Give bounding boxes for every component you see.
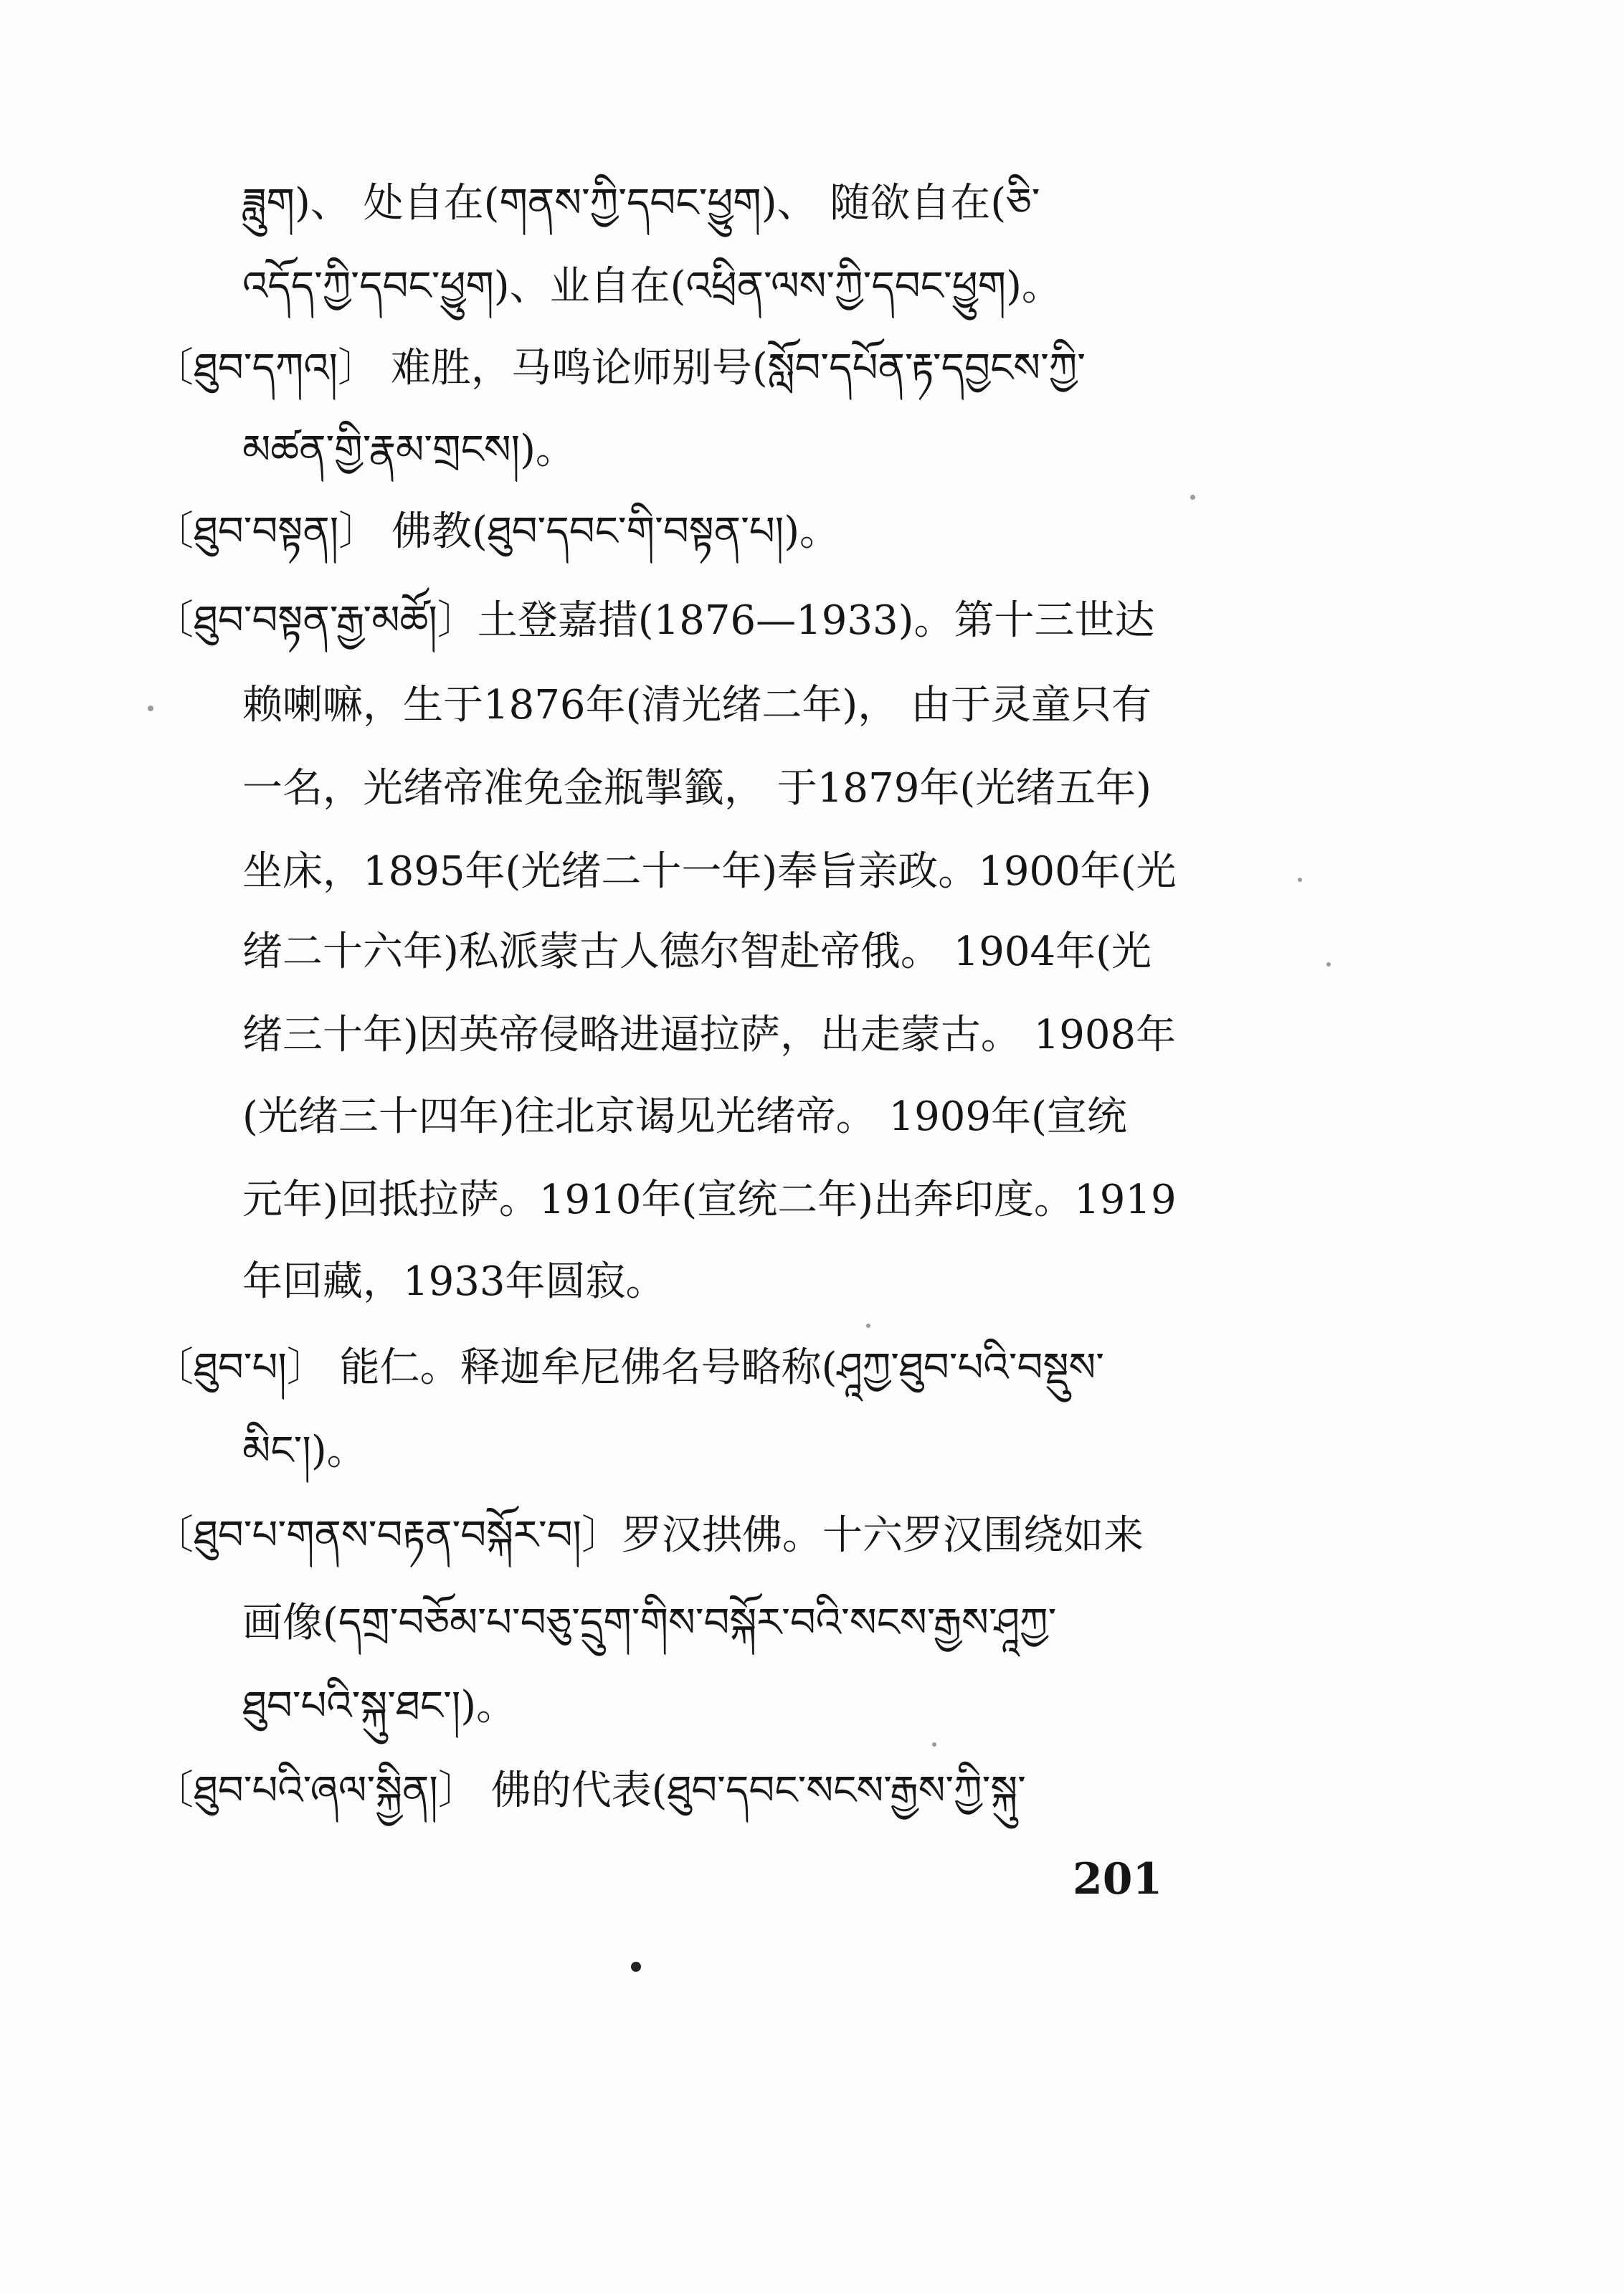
paper-speck [932, 1742, 936, 1747]
entry-text-line: 画像(དགྲ་བཅོམ་པ་བཅུ་དྲུག་གིས་བསྐོར་བའི་སངས་རྒྱས་ཤཱཀྱ་ [242, 1600, 1057, 1646]
entry-text-line: མཚན་གྱི་རྣམ་གྲངས།)。 [242, 427, 576, 473]
entry-headword-line: 〔ཐུབ་པའི་ཞལ་སྐྱིན།〕 佛的代表(ཐུབ་དབང་སངས་རྒྱས་ཀྱི་སྐུ་ [153, 1767, 1026, 1814]
entry-text-line: (光绪三十四年)往北京谒见光绪帝。 1909年(宣统 [242, 1093, 1127, 1140]
page-number: 201 [1073, 1854, 1163, 1904]
entry-text-line: 绪二十六年)私派蒙古人德尔智赴帝俄。 1904年(光 [242, 929, 1152, 975]
entry-headword-line: 〔ཐུབ་བསྟན་རྒྱ་མཚོ།〕土登嘉措(1876—1933)。第十三世达 [153, 597, 1155, 644]
entry-text-line: 一名，光绪帝准免金瓶掣籤， 于1879年(光绪五年) [242, 765, 1152, 812]
ink-dot [631, 1962, 641, 1972]
entry-text-line: ཐུབ་པའི་སྐུ་ཐང་།)。 [242, 1683, 517, 1729]
entry-text-line: ཟླུག)、 处自在(གནས་ཀྱི་དབང་ཕྱུག)、 随欲自在(ཅི་ [242, 180, 1040, 227]
paper-speck [1190, 495, 1195, 500]
entry-text-line: འདོད་ཀྱི་དབང་ཕྱུག)、业自在(འཕྲིན་ལས་ཀྱི་དབང་ཕྱུག)。 [242, 263, 1062, 310]
entry-text-line: མིང་།)。 [242, 1428, 367, 1474]
entry-text-line: 绪三十年)因英帝侵略进逼拉萨，出走蒙古。 1908年 [242, 1012, 1177, 1058]
entry-headword-line: 〔ཐུབ་པ།〕 能仁。释迦牟尼佛名号略称(ཤཱཀྱ་ཐུབ་པའི་བསྡུས་ [153, 1344, 1105, 1391]
entry-headword-line: 〔ཐུབ་པ་གནས་བརྟན་བསྐོར་བ།〕罗汉拱佛。十六罗汉围绕如来 [153, 1512, 1144, 1559]
paper-speck [148, 706, 153, 711]
paper-speck [866, 1324, 870, 1328]
paper-speck [1298, 878, 1302, 882]
entry-text-line: 年回藏，1933年圆寂。 [242, 1258, 666, 1305]
entry-headword-line: 〔ཐུབ་དཀའ།〕 难胜，马鸣论师别号(སློབ་དཔོན་རྟ་དབྱངས་ཀྱི་ [153, 345, 1086, 391]
entry-headword-line: 〔ཐུབ་བསྟན།〕 佛教(ཐུབ་དབང་གི་བསྟན་པ།)。 [153, 508, 840, 555]
entry-text-line: 坐床，1895年(光绪二十一年)奉旨亲政。1900年(光 [242, 848, 1177, 895]
entry-text-line: 赖喇嘛，生于1876年(清光绪二年)， 由于灵童只有 [242, 682, 1152, 728]
entry-text-line: 元年)回抵拉萨。1910年(宣统二年)出奔印度。1919 [242, 1177, 1177, 1223]
paper-speck [1326, 962, 1331, 967]
